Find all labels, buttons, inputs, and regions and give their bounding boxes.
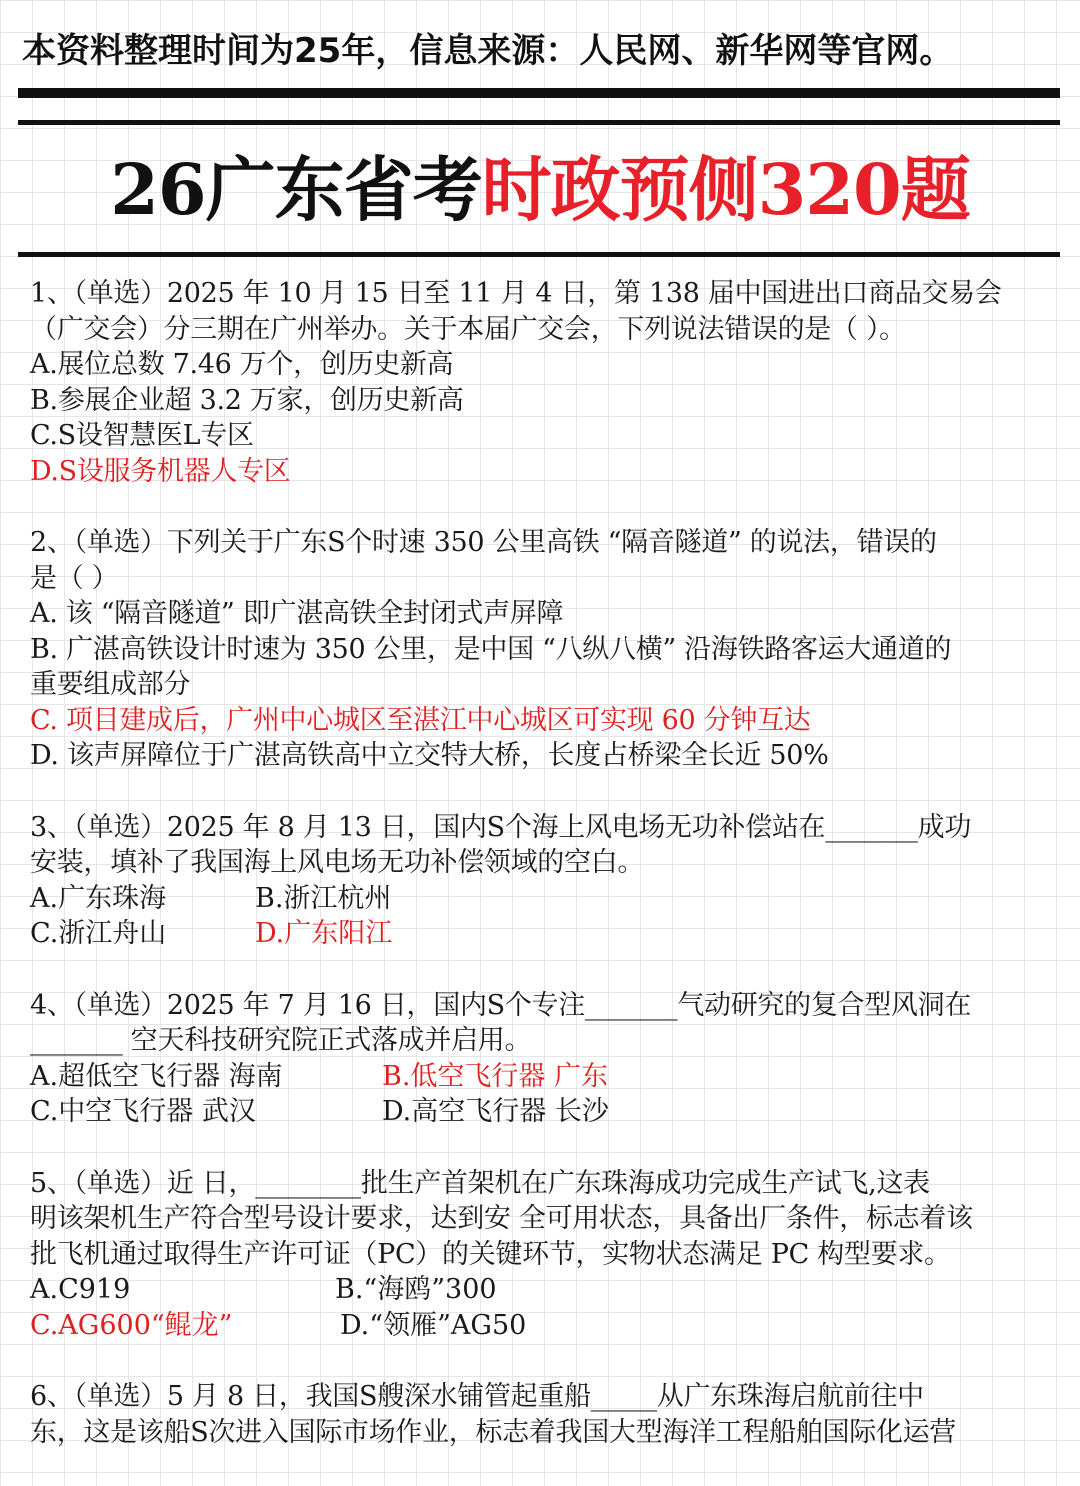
question-3-options-row-2	[30, 916, 1070, 952]
question-2-stem-line-1: 2、（单选）下列关于广东S个时速 350 公里高铁 “隔音隧道” 的说法，错误的	[30, 527, 937, 558]
question-5-options-row-1	[30, 1272, 1070, 1308]
page-title	[0, 138, 1080, 242]
question-4-stem-line-1: 4、（单选）2025 年 7 月 16 日，国内S个专注_______气动研究的复合型风洞在	[30, 989, 972, 1021]
question-1-option-c: C.S设智慧医L专区	[30, 420, 254, 451]
question-1-option-b: B.参展企业超 3.2 万家，创历史新高	[30, 384, 464, 416]
question-4-stem-line-2: _______ 空天科技研究院正式落成并启用。	[30, 1025, 532, 1056]
question-5-option-d: D.“领雁”AG50	[340, 1309, 527, 1341]
question-4-options-row-2	[30, 1094, 1070, 1130]
question-1-stem-line-1: 1、（单选）2025 年 10 月 15 日至 11 月 4 日，第 138 届中国进出口商品交易会	[30, 278, 1002, 309]
divider-thick	[18, 88, 1060, 98]
divider-thin-bottom	[18, 252, 1060, 257]
question-5-stem-line-2: 明该架机生产符合型号设计要求，达到安 全可用状态，具备出厂条件，标志着该	[30, 1203, 973, 1234]
title-black-part: 26广东省考	[110, 148, 482, 231]
question-4-options-row-1	[30, 1059, 1070, 1095]
question-3-option-a: A.广东珠海	[30, 882, 167, 914]
question-4	[30, 988, 1070, 1130]
question-4-option-b-answer: B.低空飞行器 广东	[382, 1060, 609, 1092]
question-6-stem-line-1: 6、（单选）5 月 8 日，我国S艘深水铺管起重船_____从广东珠海启航前往中	[30, 1381, 924, 1412]
question-2-option-c-answer: C. 项目建成后，广州中心城区至湛江中心城区可实现 60 分钟互达	[30, 704, 811, 736]
question-3-stem-line-1: 3、（单选）2025 年 8 月 13 日，国内S个海上风电场无功补偿站在_______成功	[30, 811, 972, 843]
question-3-option-b: B.浙江杭州	[255, 882, 392, 914]
title-red-part: 时政预侧320题	[481, 148, 970, 231]
question-4-option-a: A.超低空飞行器 海南	[30, 1060, 283, 1092]
question-1-option-d-answer: D.S设服务机器人专区	[30, 455, 291, 487]
question-3	[30, 810, 1070, 952]
question-1-stem-line-2: （广交会）分三期在广州举办。关于本届广交会，下列说法错误的是（ ）。	[30, 313, 906, 345]
question-6-stem-line-2: 东，这是该船S次进入国际市场作业，标志着我国大型海洋工程船舶国际化运营	[30, 1416, 956, 1448]
question-5-option-c-answer: C.AG600“鲲龙”	[30, 1309, 233, 1341]
source-note: 本资料整理时间为25年，信息来源：人民网、新华网等官网。	[22, 31, 954, 71]
question-1-option-a: A.展位总数 7.46 万个，创历史新高	[30, 349, 454, 380]
question-2	[30, 525, 1070, 774]
question-2-option-a: A. 该 “隔音隧道” 即广湛高铁全封闭式声屏障	[30, 598, 564, 629]
question-5-stem-line-1: 5、（单选）近 日，________批生产首架机在广东珠海成功完成生产试飞,这表	[30, 1167, 930, 1199]
question-4-option-c: C.中空飞行器 武汉	[30, 1096, 256, 1127]
question-list	[30, 276, 1070, 1486]
question-2-stem-line-2: 是（ ）	[30, 562, 119, 594]
question-6	[30, 1379, 1070, 1450]
question-5-option-b: B.“海鸥”300	[335, 1274, 497, 1305]
question-1	[30, 276, 1070, 489]
question-5-option-a: A.C919	[30, 1274, 131, 1305]
question-3-option-d-answer: D.广东阳江	[255, 918, 393, 949]
question-4-option-d: D.高空飞行器 长沙	[382, 1096, 609, 1127]
question-3-stem-line-2: 安装，填补了我国海上风电场无功补偿领域的空白。	[30, 847, 645, 878]
question-2-option-b-cont: 重要组成部分	[30, 669, 191, 700]
question-2-option-b: B. 广湛高铁设计时速为 350 公里，是中国 “八纵八横” 沿海铁路客运大通道的	[30, 633, 952, 665]
question-3-options-row-1	[30, 881, 1070, 917]
question-3-option-c: C.浙江舟山	[30, 918, 167, 949]
question-5-options-row-2	[30, 1308, 1070, 1344]
question-5-stem-line-3: 批飞机通过取得生产许可证（PC）的关键环节，实物状态满足 PC 构型要求。	[30, 1238, 951, 1270]
question-5	[30, 1166, 1070, 1344]
question-2-option-d: D. 该声屏障位于广湛高铁高中立交特大桥，长度占桥梁全长近 50%	[30, 740, 829, 771]
divider-thin-top	[18, 120, 1060, 125]
